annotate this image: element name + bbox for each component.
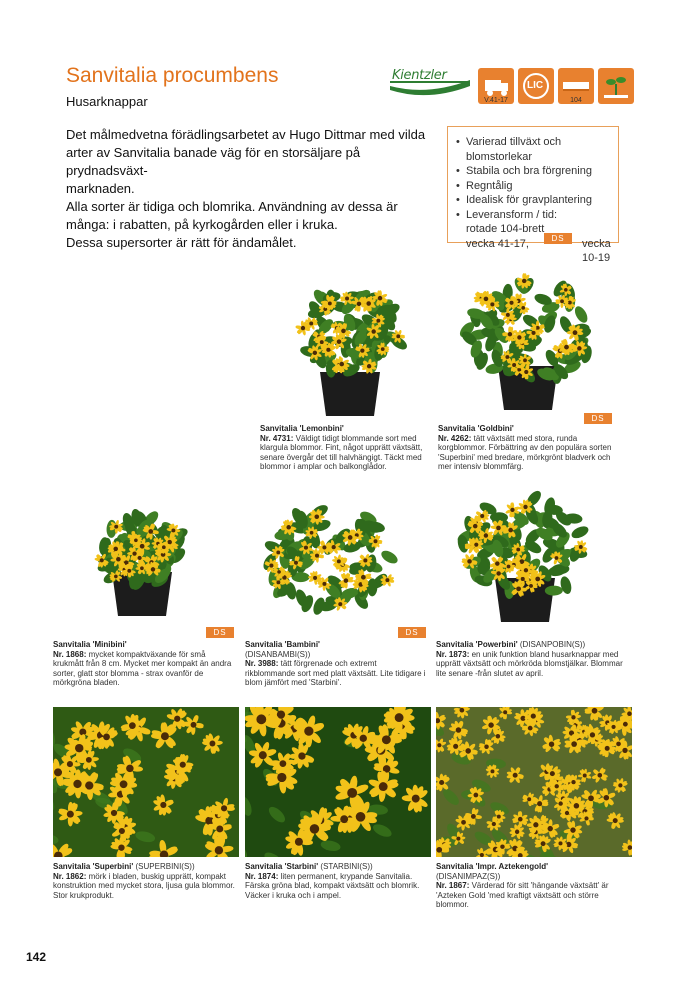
badge-caption-week: V.41-17 [484,97,508,104]
badge-caption-tray: 104 [570,97,582,104]
plant-trade-name: (DISANPOBIN(S)) [519,640,586,649]
plant-desc: mörk i bladen, buskig upprätt, kompakt konstruktion med mycket stora, ljusa gula blommor. Stor krukprodukt. [53,871,235,900]
intro-line: marknaden. [66,181,135,196]
intro-text [66,126,436,252]
intro-line: Det målmedvetna förädlingsarbetet av Hugo Dittmar med vilda [66,127,426,142]
plant-number: Nr. 1868: [53,649,87,659]
ds-badge: DS [206,627,234,638]
plant-number: Nr. 1867: [436,881,470,891]
photo-starbini [245,707,431,857]
plant-desc: tätt förgrenade och extremt rikblommande sort med platt växtsätt. Lite tidigare i blom jämfört med 'Starbini'. [245,659,426,688]
intro-line: Alla sorter är tidiga och blomrika. Användning av dessa är [66,199,398,214]
plant-illustration [440,486,610,626]
feature-item: • Stabila och bra förgrening [456,164,618,179]
intro-line: Dessa supersorter är rätt för ändamålet. [66,235,297,250]
photo-superbini [53,707,239,857]
plant-number: Nr. 4731: [260,433,294,443]
plant-illustration [438,262,618,414]
caption-aztekengold [436,862,616,910]
plant-illustration [280,270,420,420]
plant-trade-name: (DISANIMPAZ(S)) [436,871,501,881]
photo-lemonbini [280,270,420,420]
feature-item: • Varierad tillväxt och blomstorlekar [456,135,618,164]
flower-closeup [53,707,239,857]
pot [320,372,380,416]
plant-illustration [244,494,420,630]
plant-illustration [84,500,200,620]
plant-number: Nr. 1874: [245,871,279,881]
intro-line: många: i rabatten, på kyrkogården eller i kruka. [66,217,338,232]
caption-lemonbini [260,424,430,472]
photo-bambini [244,494,420,630]
plant-number: Nr. 1862: [53,871,87,881]
plant-name: Sanvitalia 'Powerbini' [436,640,518,649]
lic-icon [518,68,554,104]
plant-name: Sanvitalia 'Minibini' [53,640,127,649]
plant-desc: mycket kompaktväxande för små krukmått från 8 cm. Mycket mer kompakt än andra sorter, glatt stor blomma - strax ovanför de mörkgröna bladen. [53,649,232,688]
ds-badge: DS [544,233,572,244]
plant-name: Sanvitalia 'Starbini' [245,862,319,871]
photo-goldbini [438,262,618,414]
plant-desc: Väldigt tidigt blommande sort med klargula blommor. Fint, något upprätt växtsätt, senare övergår det till halvhängigt. Täckt med blommor i amplar och balkonglådor. [260,433,423,472]
feature-item: • Idealisk för gravplantering [456,193,618,208]
plant-desc: en unik funktion bland husarknappar med upprätt växtsätt och mörkröda blomstjälkar. Blommar lite senare -från slutet av april. [436,649,623,678]
photo-minibini [84,500,200,620]
delivery-week-b: vecka 10-19 [582,237,611,264]
plant-name: Sanvitalia 'Bambini' [245,640,320,649]
delivery-form: rotade 104-brett [466,223,545,235]
caption-starbini [245,862,431,900]
plant-trade-name: (DISANBAMBI(S)) [245,649,311,659]
photo-powerbini [440,486,610,626]
plant-name: Sanvitalia 'Lemonbini' [260,424,344,433]
delivery-week-a: vecka 41-17, [466,237,529,250]
plant-trade-name: (STARBINI(S)) [320,862,373,871]
plant-number: Nr. 1873: [436,649,470,659]
flower-closeup [436,707,632,857]
plant-number: Nr. 3988: [245,659,279,669]
photo-aztekengold [436,707,632,857]
intro-line: arter av Sanvitalia banade väg för en storsäljare på prydnadsväxt- [66,145,361,178]
lic-label: LIC [527,80,544,91]
plant-trade-name: (SUPERBINI(S)) [135,862,195,871]
plant-name: Sanvitalia 'Impr. Aztekengold' [436,862,548,871]
caption-minibini [53,640,233,688]
kientzler-logo [388,66,472,98]
seedling-icon [598,68,634,104]
plant-desc: tätt växtsätt med stora, runda korgblommor. Förbättring av den populära sorten 'Superbini' med bredare, mörkgrönt bladverk och mer intensiv blommfärg. [438,433,612,472]
feature-box [447,126,619,264]
caption-bambini [245,640,427,688]
page-title: Sanvitalia procumbens [66,64,279,87]
page-subtitle: Husarknappar [66,94,148,109]
page-number: 142 [26,950,47,964]
caption-superbini [53,862,239,900]
flower-closeup [245,707,431,857]
ds-badge: DS [398,627,426,638]
feature-item: • Leveransform / tid: [456,208,618,223]
caption-powerbini [436,640,632,678]
plant-desc: liten permanent, krypande Sanvitalia. Färska gröna blad, kompakt växtsätt och blomrik. Väcker i kruka och i ampel. [245,871,420,900]
plant-name: Sanvitalia 'Superbini' [53,862,134,871]
logo-text: Kientzler [392,68,447,83]
plant-number: Nr. 4262: [438,433,472,443]
plant-name: Sanvitalia 'Goldbini' [438,424,514,433]
feature-item: • Regntålig [456,179,618,194]
plant-desc: Värderad för sitt 'hängande växtsätt' är 'Azteken Gold 'med kraftigt växtsätt och större blommor. [436,881,609,910]
ds-badge: DS [584,413,612,424]
caption-goldbini [438,424,614,472]
